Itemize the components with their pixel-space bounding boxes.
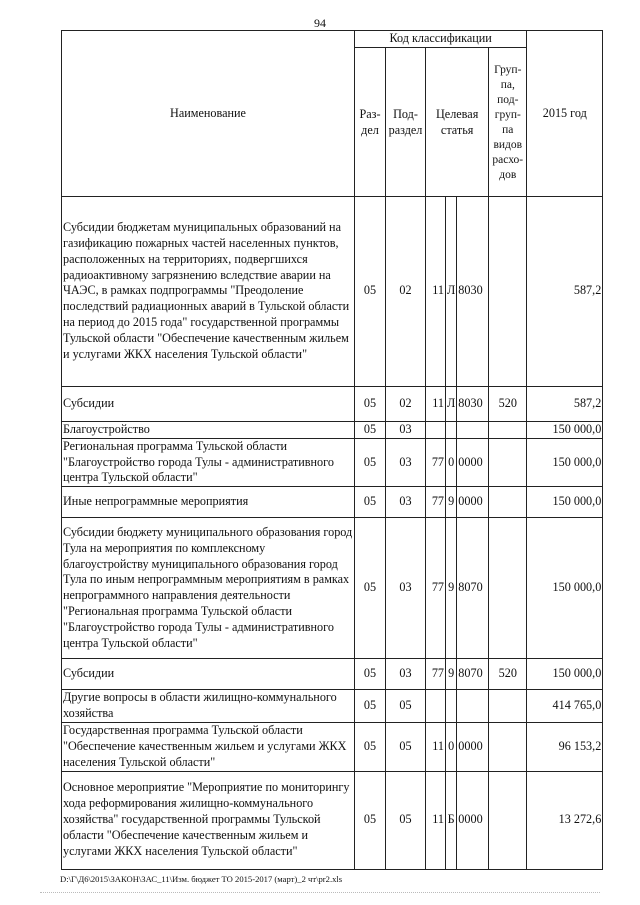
row-program-code: 11 (426, 196, 446, 386)
row-program-code: 77 (426, 518, 446, 659)
row-expense-group: 520 (489, 659, 527, 690)
row-expense-group (489, 438, 527, 487)
row-subprogram-code: Б (446, 771, 457, 869)
table-row (62, 771, 603, 869)
row-direction-code (457, 690, 489, 723)
row-amount: 150 000,0 (527, 487, 603, 518)
row-name: Другие вопросы в области жилищно-коммунального хозяйства (62, 690, 355, 723)
row-expense-group (489, 196, 527, 386)
footer-divider (40, 892, 600, 894)
row-expense-group: 520 (489, 386, 527, 421)
row-subsection: 02 (386, 386, 426, 421)
row-subsection: 03 (386, 659, 426, 690)
row-subsection: 05 (386, 690, 426, 723)
file-path-footer: D:\Г\Д6\2015\ЗАКОН\ЗАС_11\Изм. бюджет ТО 2015-2017 (март)_2 чт\pr2.xls (60, 874, 343, 884)
row-expense-group (489, 771, 527, 869)
row-section: 05 (355, 438, 386, 487)
row-direction-code: 0000 (457, 723, 489, 772)
row-subprogram-code: 9 (446, 659, 457, 690)
table-row (62, 438, 603, 487)
row-subsection: 03 (386, 421, 426, 438)
row-direction-code: 0000 (457, 771, 489, 869)
row-program-code (426, 690, 446, 723)
row-subsection: 03 (386, 438, 426, 487)
row-section: 05 (355, 386, 386, 421)
row-section: 05 (355, 487, 386, 518)
header-target-article: Целевая статья (426, 47, 489, 196)
row-name: Государственная программа Тульской области "Обеспечение качественным жильем и услугами ЖКХ населения Тульской области" (62, 723, 355, 772)
table-row (62, 421, 603, 438)
row-section: 05 (355, 771, 386, 869)
row-subprogram-code: Л (446, 196, 457, 386)
table-row (62, 518, 603, 659)
header-subsection: Под- раздел (386, 47, 426, 196)
row-name: Субсидии бюджету муниципального образования город Тула на мероприятия по комплексному благоустройству муниципального образования город Тула по иным непрограммным мероприятиям в рамках непрограммного направления деятельности "Региональная программа Тульской области "Благоустройство города Тулы - административного центра Тульской области" (62, 518, 355, 659)
row-program-code (426, 421, 446, 438)
row-direction-code: 8070 (457, 659, 489, 690)
row-direction-code: 8030 (457, 196, 489, 386)
row-expense-group (489, 723, 527, 772)
header-classification: Код классификации (355, 31, 527, 48)
row-name: Региональная программа Тульской области "Благоустройство города Тулы - административного центра Тульской области" (62, 438, 355, 487)
row-program-code: 77 (426, 438, 446, 487)
row-subprogram-code: 9 (446, 487, 457, 518)
row-direction-code: 8070 (457, 518, 489, 659)
table-row (62, 196, 603, 386)
row-section: 05 (355, 723, 386, 772)
table-row (62, 487, 603, 518)
header-name: Наименование (62, 31, 355, 197)
row-program-code: 77 (426, 659, 446, 690)
row-amount: 414 765,0 (527, 690, 603, 723)
row-amount: 587,2 (527, 196, 603, 386)
row-amount: 150 000,0 (527, 438, 603, 487)
row-subprogram-code: 0 (446, 723, 457, 772)
header-year: 2015 год (527, 31, 603, 197)
header-expense-group: Груп- па, под- груп- па видов расхо- дов (489, 47, 527, 196)
row-subprogram-code: 0 (446, 438, 457, 487)
table-row (62, 690, 603, 723)
row-direction-code: 0000 (457, 487, 489, 518)
row-program-code: 11 (426, 771, 446, 869)
row-amount: 13 272,6 (527, 771, 603, 869)
row-direction-code: 8030 (457, 386, 489, 421)
row-name: Основное мероприятие "Мероприятие по мониторингу хода реформирования жилищно-коммунального хозяйства" государственной программы Тульской области "Обеспечение качественным жильем и услугами ЖКХ населения Тульской области" (62, 771, 355, 869)
row-subprogram-code (446, 421, 457, 438)
row-expense-group (489, 690, 527, 723)
row-subsection: 05 (386, 771, 426, 869)
row-amount: 96 153,2 (527, 723, 603, 772)
row-program-code: 11 (426, 723, 446, 772)
table-row (62, 386, 603, 421)
row-subsection: 03 (386, 518, 426, 659)
row-name: Субсидии бюджетам муниципальных образований на газификацию пожарных частей населенных пунктов, расположенных на территориях, подвергшихся радиоактивному загрязнению вследствие аварии на ЧАЭС, в рамках подпрограммы "Преодоление последствий радиационных аварий в Тульской области на период до 2015 года" государственной программы Тульской области "Обеспечение качественным жильем и услугами ЖКХ населения Тульской области" (62, 196, 355, 386)
page-number: 94 (314, 16, 326, 30)
row-direction-code (457, 421, 489, 438)
row-name: Субсидии (62, 659, 355, 690)
row-name: Благоустройство (62, 421, 355, 438)
row-section: 05 (355, 690, 386, 723)
row-section: 05 (355, 421, 386, 438)
table-row (62, 723, 603, 772)
row-expense-group (489, 487, 527, 518)
budget-table (61, 30, 603, 870)
row-program-code: 77 (426, 487, 446, 518)
row-subsection: 02 (386, 196, 426, 386)
row-name: Иные непрограммные мероприятия (62, 487, 355, 518)
row-expense-group (489, 421, 527, 438)
row-section: 05 (355, 518, 386, 659)
row-amount: 150 000,0 (527, 659, 603, 690)
row-subsection: 05 (386, 723, 426, 772)
row-program-code: 11 (426, 386, 446, 421)
row-subsection: 03 (386, 487, 426, 518)
row-name: Субсидии (62, 386, 355, 421)
row-amount: 150 000,0 (527, 421, 603, 438)
row-section: 05 (355, 196, 386, 386)
table-row (62, 659, 603, 690)
row-subprogram-code: 9 (446, 518, 457, 659)
row-section: 05 (355, 659, 386, 690)
row-direction-code: 0000 (457, 438, 489, 487)
row-expense-group (489, 518, 527, 659)
row-amount: 587,2 (527, 386, 603, 421)
row-subprogram-code: Л (446, 386, 457, 421)
row-amount: 150 000,0 (527, 518, 603, 659)
header-section: Раз- дел (355, 47, 386, 196)
row-subprogram-code (446, 690, 457, 723)
